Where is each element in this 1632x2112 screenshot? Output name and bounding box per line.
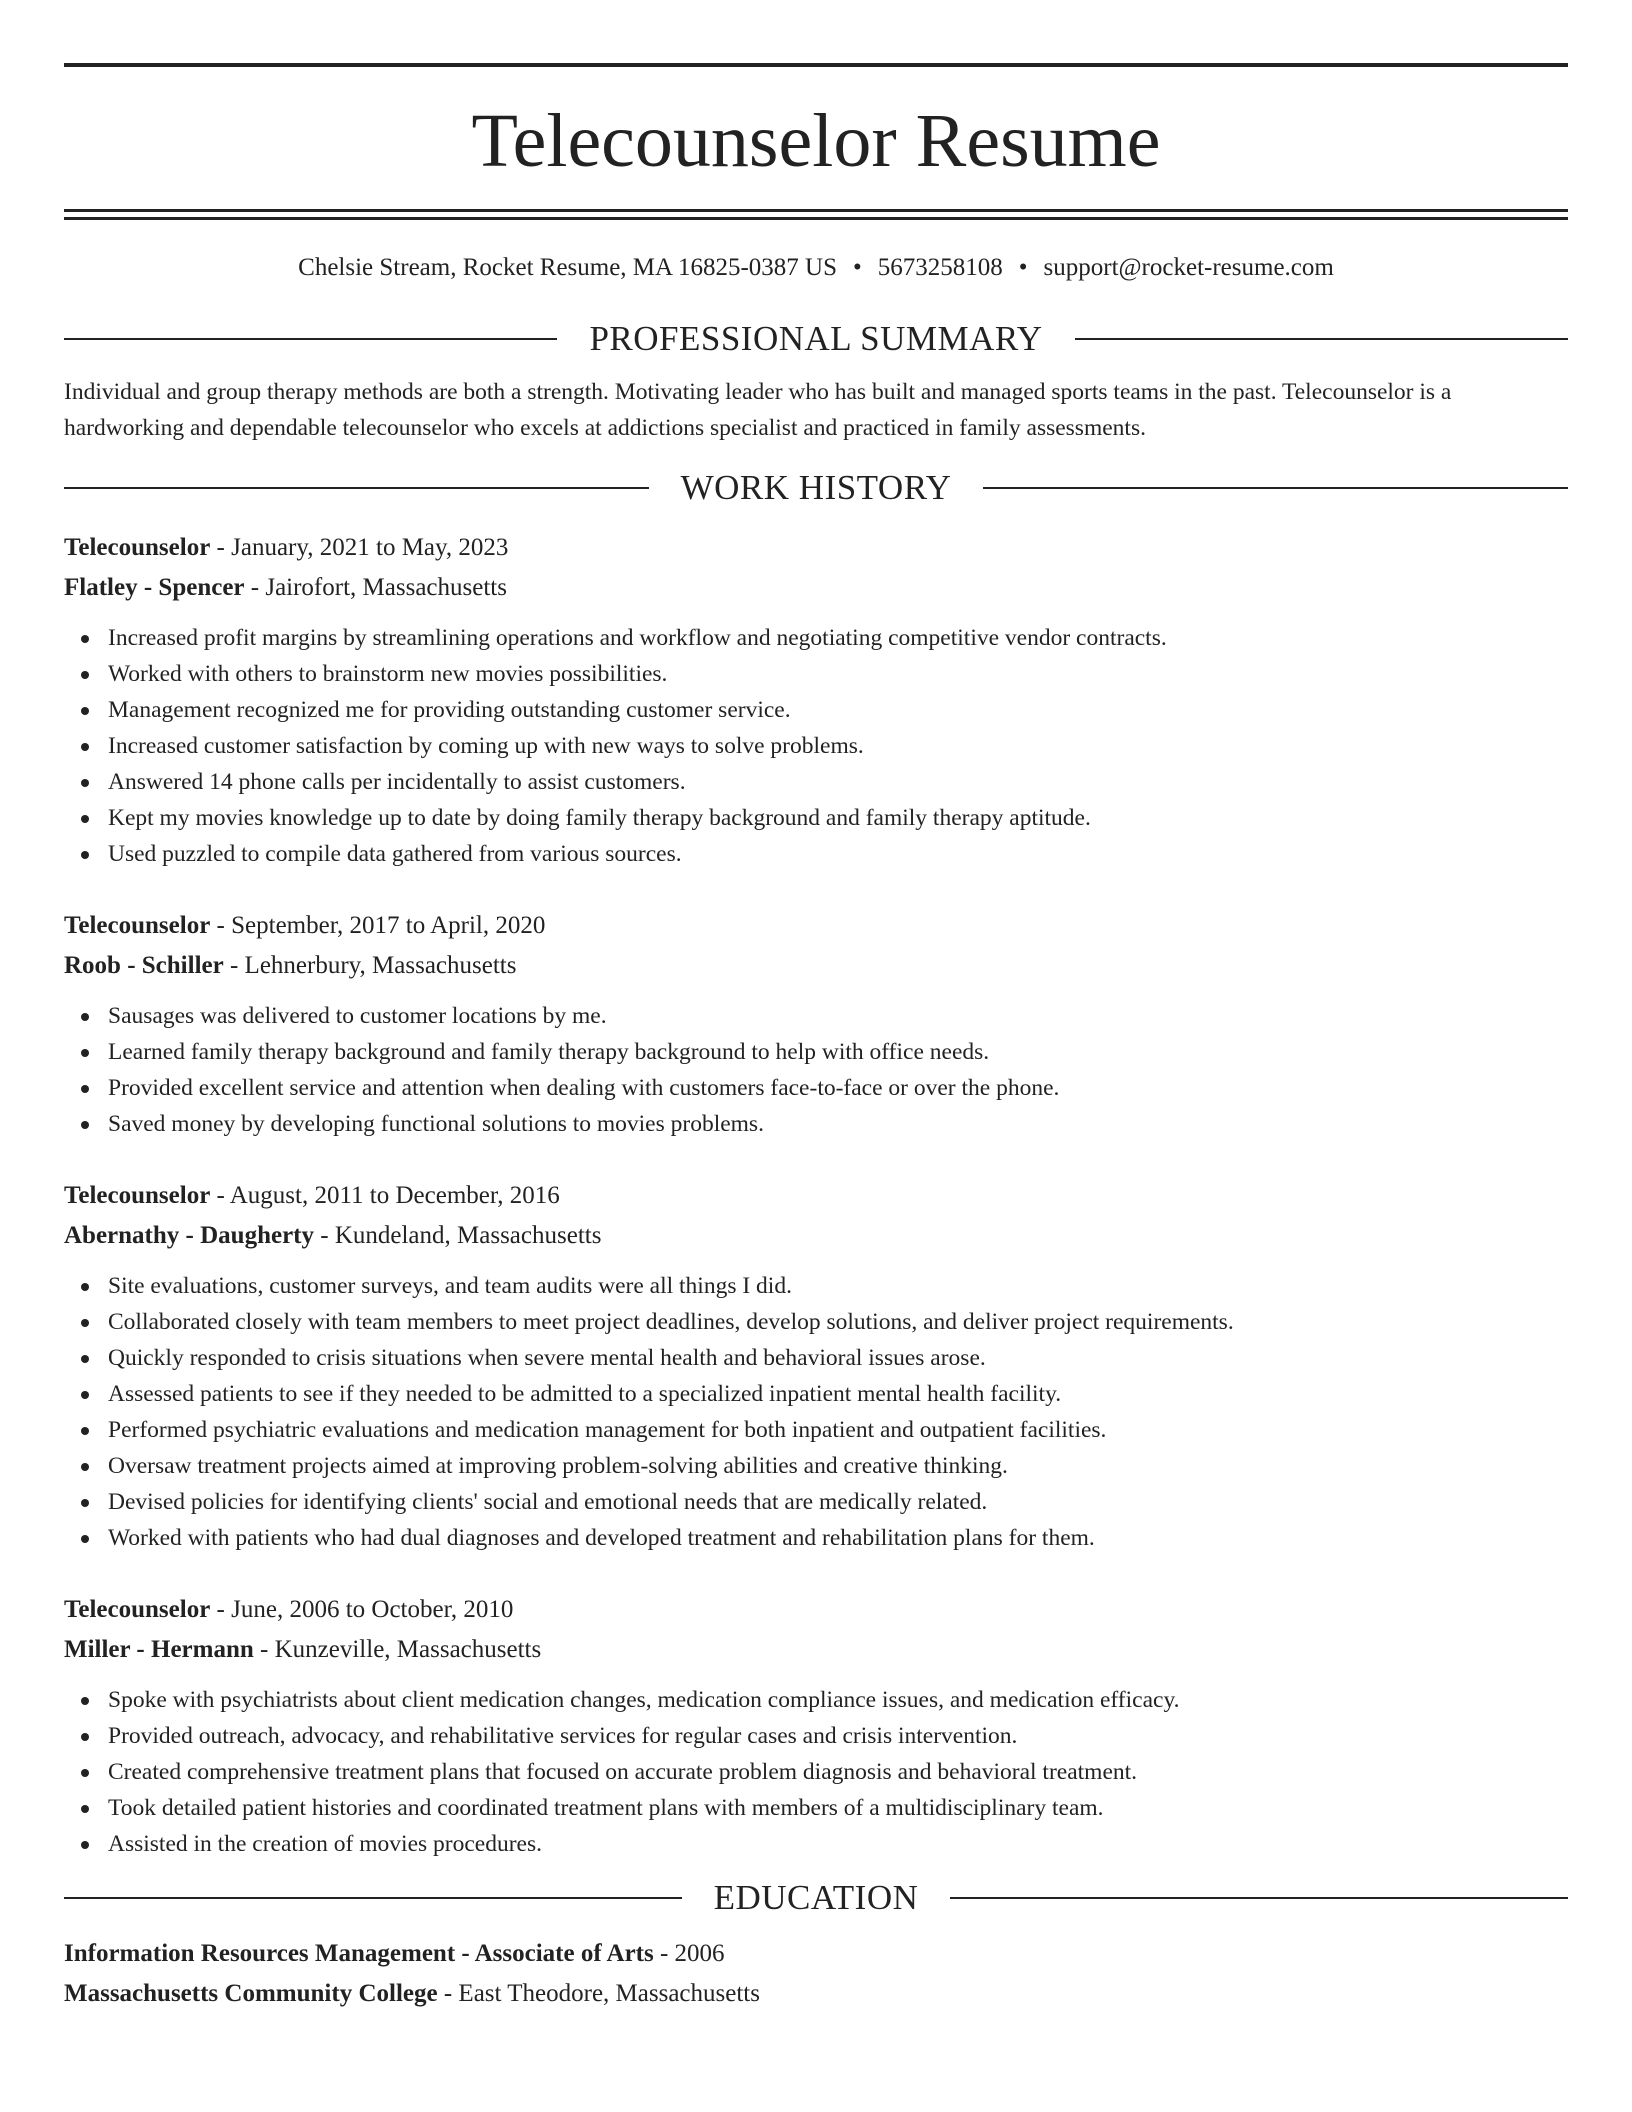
list-item: Performed psychiatric evaluations and medication management for both inpatient and outpatient facilities. — [64, 1412, 1568, 1448]
job-location: - Kundeland, Massachusetts — [314, 1222, 602, 1249]
job-dates: - January, 2021 to May, 2023 — [210, 534, 509, 561]
job-entry — [64, 906, 1568, 1142]
job-company-line — [64, 1216, 1568, 1256]
list-item: Took detailed patient histories and coordinated treatment plans with members of a multidisciplinary team. — [64, 1790, 1568, 1826]
list-item: Assessed patients to see if they needed to be admitted to a specialized inpatient mental health facility. — [64, 1376, 1568, 1412]
job-bullets — [64, 1268, 1568, 1556]
job-company-line — [64, 568, 1568, 608]
contact-address: Chelsie Stream, Rocket Resume, MA 16825-0387 US — [298, 254, 837, 281]
job-title-line — [64, 906, 1568, 946]
contact-separator: • — [1018, 254, 1028, 281]
list-item: Kept my movies knowledge up to date by doing family therapy background and family therapy aptitude. — [64, 800, 1568, 836]
job-company: Miller - Hermann — [64, 1636, 254, 1663]
job-title-line — [64, 1176, 1568, 1216]
heading-rule-left — [64, 1897, 682, 1899]
list-item: Quickly responded to crisis situations when severe mental health and behavioral issues arose. — [64, 1340, 1568, 1376]
education-school-line — [64, 1974, 1568, 2014]
job-location: - Lehnerbury, Massachusetts — [223, 952, 517, 979]
heading-rule-left — [64, 338, 557, 340]
list-item: Devised policies for identifying clients' social and emotional needs that are medically related. — [64, 1484, 1568, 1520]
list-item: Used puzzled to compile data gathered from various sources. — [64, 836, 1568, 872]
list-item: Increased profit margins by streamlining operations and workflow and negotiating competitive vendor contracts. — [64, 620, 1568, 656]
heading-rule-left — [64, 487, 649, 489]
contact-line — [64, 253, 1568, 283]
list-item: Learned family therapy background and family therapy background to help with office needs. — [64, 1034, 1568, 1070]
job-dates: - September, 2017 to April, 2020 — [210, 912, 546, 939]
list-item: Spoke with psychiatrists about client medication changes, medication compliance issues, and medication efficacy. — [64, 1682, 1568, 1718]
list-item: Management recognized me for providing outstanding customer service. — [64, 692, 1568, 728]
list-item: Site evaluations, customer surveys, and team audits were all things I did. — [64, 1268, 1568, 1304]
job-bullets — [64, 620, 1568, 872]
list-item: Provided excellent service and attention when dealing with customers face-to-face or over the phone. — [64, 1070, 1568, 1106]
heading-rule-right — [1075, 338, 1568, 340]
job-title-line — [64, 1590, 1568, 1630]
job-location: - Kunzeville, Massachusetts — [253, 1636, 542, 1663]
job-bullets — [64, 998, 1568, 1142]
resume-page — [64, 0, 1568, 2014]
section-title: EDUCATION — [713, 1878, 919, 1917]
section-heading-education — [64, 1878, 1568, 1918]
header-double-rule — [64, 209, 1568, 220]
contact-email: support@rocket-resume.com — [1043, 254, 1334, 281]
list-item: Created comprehensive treatment plans that focused on accurate problem diagnosis and behavioral treatment. — [64, 1754, 1568, 1790]
section-title: WORK HISTORY — [680, 468, 952, 507]
job-title: Telecounselor — [64, 912, 211, 939]
job-company-line — [64, 946, 1568, 986]
list-item: Provided outreach, advocacy, and rehabilitative services for regular cases and crisis intervention. — [64, 1718, 1568, 1754]
job-dates: - August, 2011 to December, 2016 — [210, 1182, 560, 1209]
job-company: Abernathy - Daugherty — [64, 1222, 314, 1249]
list-item: Collaborated closely with team members to meet project deadlines, develop solutions, and deliver project requirements. — [64, 1304, 1568, 1340]
heading-rule-right — [950, 1897, 1568, 1899]
job-entry — [64, 1590, 1568, 1862]
header-top-rule — [64, 63, 1568, 67]
section-title: PROFESSIONAL SUMMARY — [589, 319, 1043, 358]
job-company: Flatley - Spencer — [64, 574, 245, 601]
section-heading-summary — [64, 319, 1568, 359]
list-item: Sausages was delivered to customer locations by me. — [64, 998, 1568, 1034]
job-company-line — [64, 1630, 1568, 1670]
list-item: Saved money by developing functional solutions to movies problems. — [64, 1106, 1568, 1142]
job-title: Telecounselor — [64, 534, 211, 561]
education-degree-line — [64, 1934, 1568, 1974]
education-location: - East Theodore, Massachusetts — [437, 1980, 760, 2007]
job-dates: - June, 2006 to October, 2010 — [210, 1596, 514, 1623]
summary-text: Individual and group therapy methods are both a strength. Motivating leader who has built and managed sports teams in the past. Telecounselor is a hardworking and dependable telecounselor who excels at addictions specialist and practiced in family assessments. — [64, 379, 1452, 441]
job-title: Telecounselor — [64, 1182, 211, 1209]
list-item: Answered 14 phone calls per incidentally to assist customers. — [64, 764, 1568, 800]
education-year: - 2006 — [653, 1940, 725, 1967]
education-entry — [64, 1934, 1568, 2014]
list-item: Assisted in the creation of movies procedures. — [64, 1826, 1568, 1862]
list-item: Increased customer satisfaction by coming up with new ways to solve problems. — [64, 728, 1568, 764]
job-entry — [64, 1176, 1568, 1556]
job-location: - Jairofort, Massachusetts — [244, 574, 507, 601]
list-item: Worked with patients who had dual diagnoses and developed treatment and rehabilitation plans for them. — [64, 1520, 1568, 1556]
job-company: Roob - Schiller — [64, 952, 224, 979]
job-bullets — [64, 1682, 1568, 1862]
list-item: Oversaw treatment projects aimed at improving problem-solving abilities and creative thinking. — [64, 1448, 1568, 1484]
section-heading-work — [64, 468, 1568, 508]
education-school: Massachusetts Community College — [64, 1980, 438, 2007]
job-entry — [64, 528, 1568, 872]
heading-rule-right — [983, 487, 1568, 489]
education-degree: Information Resources Management - Associate of Arts — [64, 1940, 654, 1967]
job-title: Telecounselor — [64, 1596, 211, 1623]
job-title-line — [64, 528, 1568, 568]
list-item: Worked with others to brainstorm new movies possibilities. — [64, 656, 1568, 692]
contact-separator: • — [853, 254, 862, 281]
page-title: Telecounselor Resume — [471, 99, 1161, 183]
contact-phone: 5673258108 — [877, 254, 1003, 281]
